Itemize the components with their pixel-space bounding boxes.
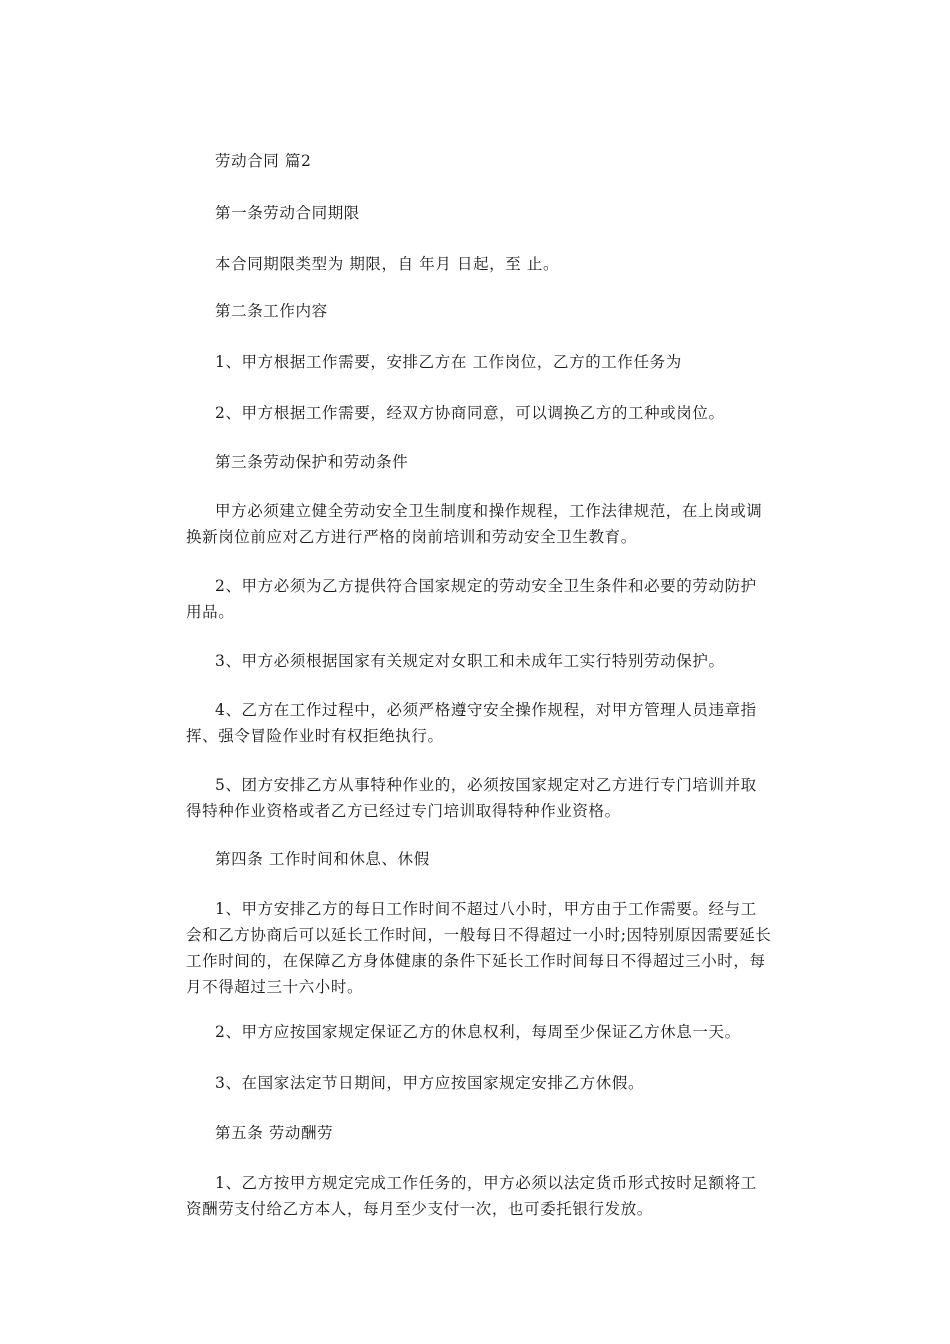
article-4-heading: 第四条 工作时间和休息、休假 — [215, 850, 430, 868]
article-2-heading: 第二条工作内容 — [215, 302, 328, 320]
paragraph: 2、甲方应按国家规定保证乙方的休息权利，每周至少保证乙方休息一天。 — [215, 1023, 741, 1041]
paragraph: 2、甲方根据工作需要，经双方协商同意，可以调换乙方的工种或岗位。 — [215, 404, 725, 422]
paragraph: 5、团方安排乙方从事特种作业的，必须按国家规定对乙方进行专门培训并取得特种作业资格或者乙方已经过专门培训取得特种作业资格。 — [186, 776, 757, 820]
article-3-heading: 第三条劳动保护和劳动条件 — [215, 453, 409, 471]
paragraph: 4、乙方在工作过程中，必须严格遵守安全操作规程，对甲方管理人员违章指挥、强令冒险作业时有权拒绝执行。 — [186, 701, 757, 745]
paragraph: 甲方必须建立健全劳动安全卫生制度和操作规程，工作法律规范，在上岗或调换新岗位前应对乙方进行严格的岗前培训和劳动安全卫生教育。 — [186, 502, 763, 546]
paragraph: 本合同期限类型为 期限，自 年月 日起，至 止。 — [215, 255, 560, 273]
paragraph: 1、甲方根据工作需要，安排乙方在 工作岗位，乙方的工作任务为 — [215, 353, 682, 371]
document-heading: 劳动合同 篇2 — [215, 152, 312, 170]
paragraph: 3、在国家法定节日期间，甲方应按国家规定安排乙方休假。 — [215, 1074, 645, 1092]
article-5-heading: 第五条 劳动酬劳 — [215, 1124, 334, 1142]
paragraph: 2、甲方必须为乙方提供符合国家规定的劳动安全卫生条件和必要的劳动防护用品。 — [186, 577, 757, 621]
paragraph: 1、乙方按甲方规定完成工作任务的，甲方必须以法定货币形式按时足额将工资酬劳支付给乙方本人，每月至少支付一次，也可委托银行发放。 — [186, 1174, 757, 1218]
paragraph: 3、甲方必须根据国家有关规定对女职工和未成年工实行特别劳动保护。 — [215, 652, 725, 670]
paragraph: 1、甲方安排乙方的每日工作时间不超过八小时，甲方由于工作需要。经与工会和乙方协商后可以延长工作时间，一般每日不得超过一小时;因特别原因需要延长工作时间的，在保障乙方身体健康的条件下延长工作时间每日不得超过三小时，每月不得超过三十六小时。 — [186, 900, 772, 996]
article-1-heading: 第一条劳动合同期限 — [215, 204, 360, 222]
